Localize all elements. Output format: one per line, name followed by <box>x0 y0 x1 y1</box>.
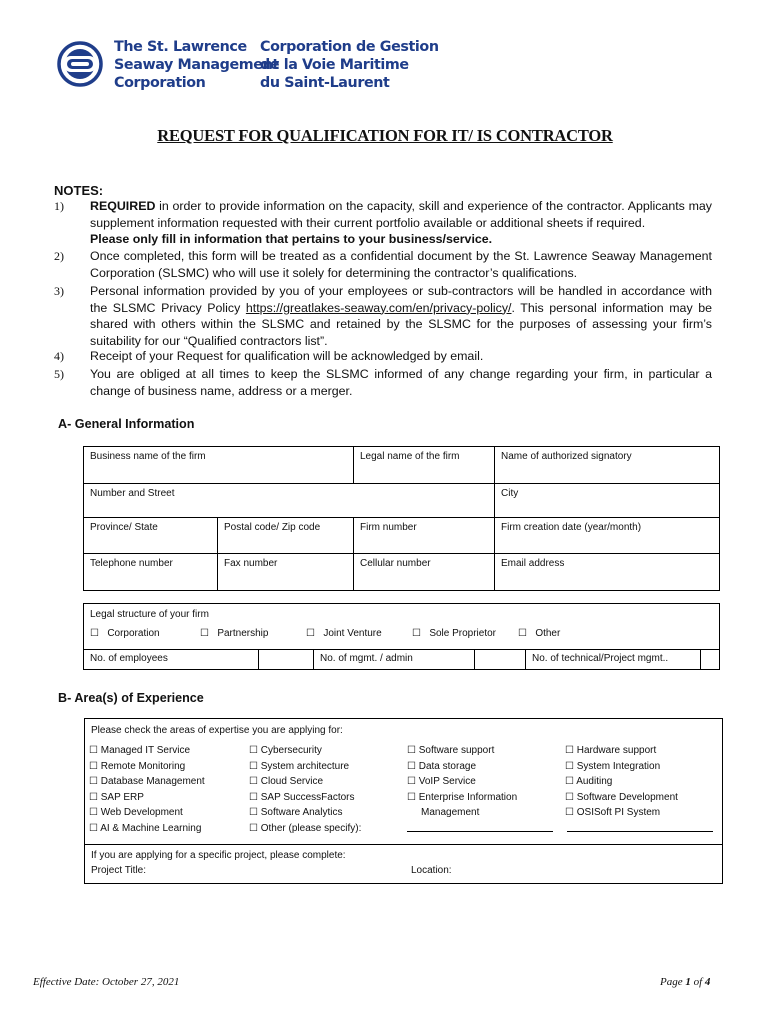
mgmt-admin-label: No. of mgmt. / admin <box>314 650 475 670</box>
expertise-column-4 <box>565 743 678 821</box>
expertise-option[interactable]: ☐ SAP ERP <box>89 791 144 803</box>
effective-date: Effective Date: October 27, 2021 <box>33 976 180 988</box>
checkbox-icon: ☐ <box>565 807 574 819</box>
structure-corporation-option[interactable]: ☐ Corporation <box>90 628 160 639</box>
expertise-option[interactable]: ☐ SAP SuccessFactors <box>249 791 355 803</box>
checkbox-icon: ☐ <box>89 776 98 788</box>
section-b-heading: B- Area(s) of Experience <box>58 691 204 705</box>
location-field[interactable]: Location: <box>411 865 452 876</box>
note-2: 2) Once completed, this form will be treated as a confidential document by the St. Lawrence Seaway Management Corporation (SLSMC) who will use it solely for determining the contractor’s qualifications. <box>54 249 712 280</box>
project-box <box>84 843 723 884</box>
org-name-en: The St. Lawrence Seaway Management Corporation <box>114 39 279 91</box>
checkbox-icon: ☐ <box>89 807 98 819</box>
checkbox-icon: ☐ <box>407 776 416 788</box>
city-field[interactable]: City <box>495 484 720 518</box>
mgmt-admin-input[interactable] <box>475 650 526 670</box>
technical-input[interactable] <box>701 650 720 670</box>
technical-label: No. of technical/Project mgmt.. <box>526 650 701 670</box>
project-prompt: If you are applying for a specific project, please complete: <box>91 850 346 861</box>
expertise-prompt: Please check the areas of expertise you are applying for: <box>91 725 343 736</box>
checkbox-icon: ☐ <box>249 822 258 834</box>
note-4: 4) Receipt of your Request for qualification will be acknowledged by email. <box>54 349 484 363</box>
expertise-option[interactable]: ☐ Remote Monitoring <box>89 760 186 772</box>
checkbox-icon: ☐ <box>407 745 416 756</box>
checkbox-icon: ☐ <box>565 776 574 788</box>
street-field[interactable]: Number and Street <box>84 484 495 518</box>
cellular-field[interactable]: Cellular number <box>354 554 495 591</box>
slsmc-logo <box>54 41 106 87</box>
expertise-option[interactable]: ☐ Web Development <box>89 807 183 819</box>
checkbox-icon: ☐ <box>518 628 527 639</box>
expertise-option[interactable]: ☐ VoIP Service <box>407 776 476 788</box>
project-title-field[interactable]: Project Title: <box>91 865 147 876</box>
checkbox-icon: ☐ <box>407 760 416 772</box>
checkbox-icon: ☐ <box>89 760 98 772</box>
checkbox-icon: ☐ <box>249 776 258 788</box>
expertise-box <box>84 718 723 845</box>
expertise-option[interactable]: ☐ Data storage <box>407 760 477 772</box>
expertise-option[interactable]: ☐ Auditing <box>565 776 613 788</box>
structure-sole-proprietor-option[interactable]: ☐ Sole Proprietor <box>412 628 497 639</box>
checkbox-icon: ☐ <box>565 791 574 803</box>
checkbox-icon: ☐ <box>89 822 98 834</box>
firm-number-field[interactable]: Firm number <box>354 518 495 554</box>
expertise-option[interactable]: ☐ OSISoft PI System <box>565 807 661 819</box>
note-1: 1) REQUIRED in order to provide information on the capacity, skill and experience of the contractor. Applicants may supplement information requested with their current portfolio available or additional sheets if required. Please only fill in information that pertains to your business/service. <box>54 199 712 247</box>
other-specify-line-1[interactable] <box>407 831 553 832</box>
checkbox-icon: ☐ <box>249 745 258 756</box>
checkbox-icon: ☐ <box>90 628 99 639</box>
note-3: 3) Personal information provided by you of your employees or sub-contractors will be handled in accordance with the SLSMC Privacy Policy https://greatlakes-seaway.com/en/privacy-policy/. This personal information may be shared with others within the SLSMC and retained by the SLSMC for the purposes of assessing your firm’s suitability for our “Qualified contractors list”. <box>54 284 712 348</box>
checkbox-icon: ☐ <box>306 628 315 639</box>
email-field[interactable]: Email address <box>495 554 720 591</box>
checkbox-icon: ☐ <box>407 791 416 803</box>
structure-partnership-option[interactable]: ☐ Partnership <box>200 628 269 639</box>
legal-structure-table <box>83 603 720 670</box>
telephone-field[interactable]: Telephone number <box>84 554 218 591</box>
checkbox-icon: ☐ <box>249 807 258 819</box>
expertise-option[interactable]: ☐ System architecture <box>249 760 350 772</box>
expertise-option[interactable]: ☐ Software Development <box>565 791 678 803</box>
employees-label: No. of employees <box>84 650 259 670</box>
expertise-column-3 <box>407 743 517 821</box>
note-5: 5) You are obliged at all times to keep the SLSMC informed of any change regarding your firm, in particular a change of business name, address or a merger. <box>54 367 712 398</box>
expertise-option[interactable]: ☐ Enterprise Information <box>407 791 518 803</box>
checkbox-icon: ☐ <box>249 760 258 772</box>
legal-structure-label: Legal structure of your firm <box>90 609 209 620</box>
expertise-option-other[interactable]: ☐ Other (please specify): <box>249 822 362 834</box>
checkbox-icon: ☐ <box>565 745 574 756</box>
legal-structure-cell <box>84 604 720 650</box>
expertise-column-2 <box>249 743 361 837</box>
expertise-option[interactable]: ☐ Managed IT Service <box>89 745 191 756</box>
other-specify-line-2[interactable] <box>567 831 713 832</box>
fax-field[interactable]: Fax number <box>218 554 354 591</box>
expertise-option-continuation: Management <box>421 807 480 819</box>
checkbox-icon: ☐ <box>200 628 209 639</box>
general-info-table <box>83 446 720 591</box>
expertise-column-1 <box>89 743 205 837</box>
checkbox-icon: ☐ <box>249 791 258 803</box>
postal-code-field[interactable]: Postal code/ Zip code <box>218 518 354 554</box>
structure-other-option[interactable]: ☐ Other <box>518 628 561 639</box>
expertise-option[interactable]: ☐ AI & Machine Learning <box>89 822 202 834</box>
expertise-option[interactable]: ☐ System Integration <box>565 760 661 772</box>
province-field[interactable]: Province/ State <box>84 518 218 554</box>
expertise-option[interactable]: ☐ Software support <box>407 745 495 756</box>
signatory-field[interactable]: Name of authorized signatory <box>495 447 720 484</box>
checkbox-icon: ☐ <box>89 791 98 803</box>
section-a-heading: A- General Information <box>58 417 195 431</box>
legal-name-field[interactable]: Legal name of the firm <box>354 447 495 484</box>
expertise-option[interactable]: ☐ Database Management <box>89 776 205 788</box>
org-name-fr: Corporation de Gestion de la Voie Maritime du Saint-Laurent <box>260 39 439 91</box>
expertise-option[interactable]: ☐ Software Analytics <box>249 807 343 819</box>
checkbox-icon: ☐ <box>89 745 98 756</box>
creation-date-field[interactable]: Firm creation date (year/month) <box>495 518 720 554</box>
notes-heading: NOTES: <box>54 183 104 198</box>
business-name-field[interactable]: Business name of the firm <box>84 447 354 484</box>
privacy-policy-link[interactable]: https://greatlakes-seaway.com/en/privacy-policy/ <box>245 300 512 315</box>
page-title: REQUEST FOR QUALIFICATION FOR IT/ IS CONTRACTOR <box>157 126 613 145</box>
page-number: Page 1 of 4 <box>660 976 711 988</box>
checkbox-icon: ☐ <box>565 760 574 772</box>
employees-input[interactable] <box>259 650 314 670</box>
checkbox-icon: ☐ <box>412 628 421 639</box>
expertise-option[interactable]: ☐ Cloud Service <box>249 776 324 788</box>
structure-joint-venture-option[interactable]: ☐ Joint Venture <box>306 628 382 639</box>
expertise-option[interactable]: ☐ Cybersecurity <box>249 745 322 756</box>
expertise-option[interactable]: ☐ Hardware support <box>565 745 657 756</box>
